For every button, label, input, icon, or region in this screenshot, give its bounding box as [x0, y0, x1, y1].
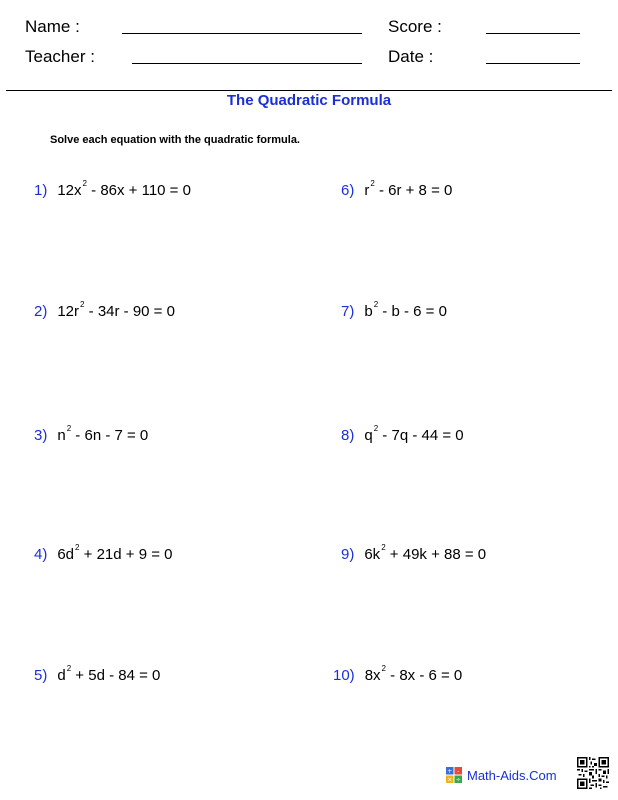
- exponent: 2: [373, 424, 379, 433]
- equation-lead: 8x: [364, 667, 381, 684]
- equation-rest: - 8x - 6 = 0: [385, 667, 463, 684]
- date-label: Date :: [388, 47, 434, 66]
- problem-9: [341, 543, 486, 563]
- equation-lead: q: [364, 427, 373, 444]
- equation-lead: b: [364, 303, 373, 320]
- exponent: 2: [381, 664, 386, 673]
- equation-lead: 6d: [57, 546, 75, 563]
- equation-rest: - b - 6 = 0: [378, 303, 447, 320]
- problem-number: 9): [341, 546, 355, 563]
- equation-lead: d: [57, 667, 66, 684]
- qr-code-icon: [577, 757, 609, 789]
- header-divider: [6, 90, 612, 91]
- problem-3: [34, 424, 148, 444]
- problem-number: 5): [34, 667, 48, 684]
- problem-8: [341, 424, 464, 444]
- problem-number: 10): [333, 667, 355, 684]
- problem-10: [333, 664, 462, 684]
- exponent: 2: [373, 300, 379, 309]
- problem-number: 8): [341, 427, 355, 444]
- problem-number: 7): [341, 303, 355, 320]
- problem-2: [34, 300, 175, 320]
- equation-lead: 12r: [57, 303, 80, 320]
- problem-number: 2): [34, 303, 48, 320]
- date-field[interactable]: [486, 63, 580, 64]
- equation-lead: 12x: [57, 182, 82, 199]
- exponent: 2: [66, 424, 72, 433]
- svg-text:-: -: [457, 768, 460, 775]
- equation-rest: - 6n - 7 = 0: [71, 427, 149, 444]
- equation-rest: - 6r + 8 = 0: [374, 182, 453, 199]
- problem-number: 3): [34, 427, 48, 444]
- equation-rest: + 5d - 84 = 0: [71, 667, 161, 684]
- problem-5: [34, 664, 160, 684]
- equation-lead: r: [364, 182, 370, 199]
- name-label: Name :: [25, 17, 80, 36]
- exponent: 2: [80, 300, 85, 309]
- score-field[interactable]: [486, 33, 580, 34]
- equation-lead: 6k: [364, 546, 381, 563]
- score-label: Score :: [388, 17, 442, 36]
- problem-7: [341, 300, 447, 320]
- svg-text:+: +: [447, 768, 453, 775]
- svg-text:×: ×: [447, 776, 453, 783]
- problem-4: [34, 543, 172, 563]
- equation-rest: - 86x + 110 = 0: [86, 182, 191, 199]
- calculator-icon: [446, 767, 462, 783]
- equation-rest: + 21d + 9 = 0: [79, 546, 173, 563]
- equation-rest: - 7q - 44 = 0: [378, 427, 464, 444]
- exponent: 2: [370, 179, 375, 188]
- problem-number: 6): [341, 182, 355, 199]
- page-title: The Quadratic Formula: [226, 92, 392, 109]
- name-field[interactable]: [122, 33, 362, 34]
- problem-number: 4): [34, 546, 48, 563]
- exponent: 2: [66, 664, 72, 673]
- problem-6: [341, 179, 452, 199]
- exponent: 2: [75, 543, 80, 552]
- problem-number: 1): [34, 182, 48, 199]
- teacher-field[interactable]: [132, 63, 362, 64]
- exponent: 2: [82, 179, 87, 188]
- equation-lead: n: [57, 427, 66, 444]
- svg-text:÷: ÷: [455, 776, 461, 783]
- equation-rest: + 49k + 88 = 0: [385, 546, 487, 563]
- equation-rest: - 34r - 90 = 0: [84, 303, 175, 320]
- site-link[interactable]: Math-Aids.Com: [467, 768, 557, 783]
- teacher-label: Teacher :: [25, 47, 95, 66]
- exponent: 2: [381, 543, 386, 552]
- problem-1: [34, 179, 191, 199]
- instructions: Solve each equation with the quadratic formula.: [50, 134, 300, 146]
